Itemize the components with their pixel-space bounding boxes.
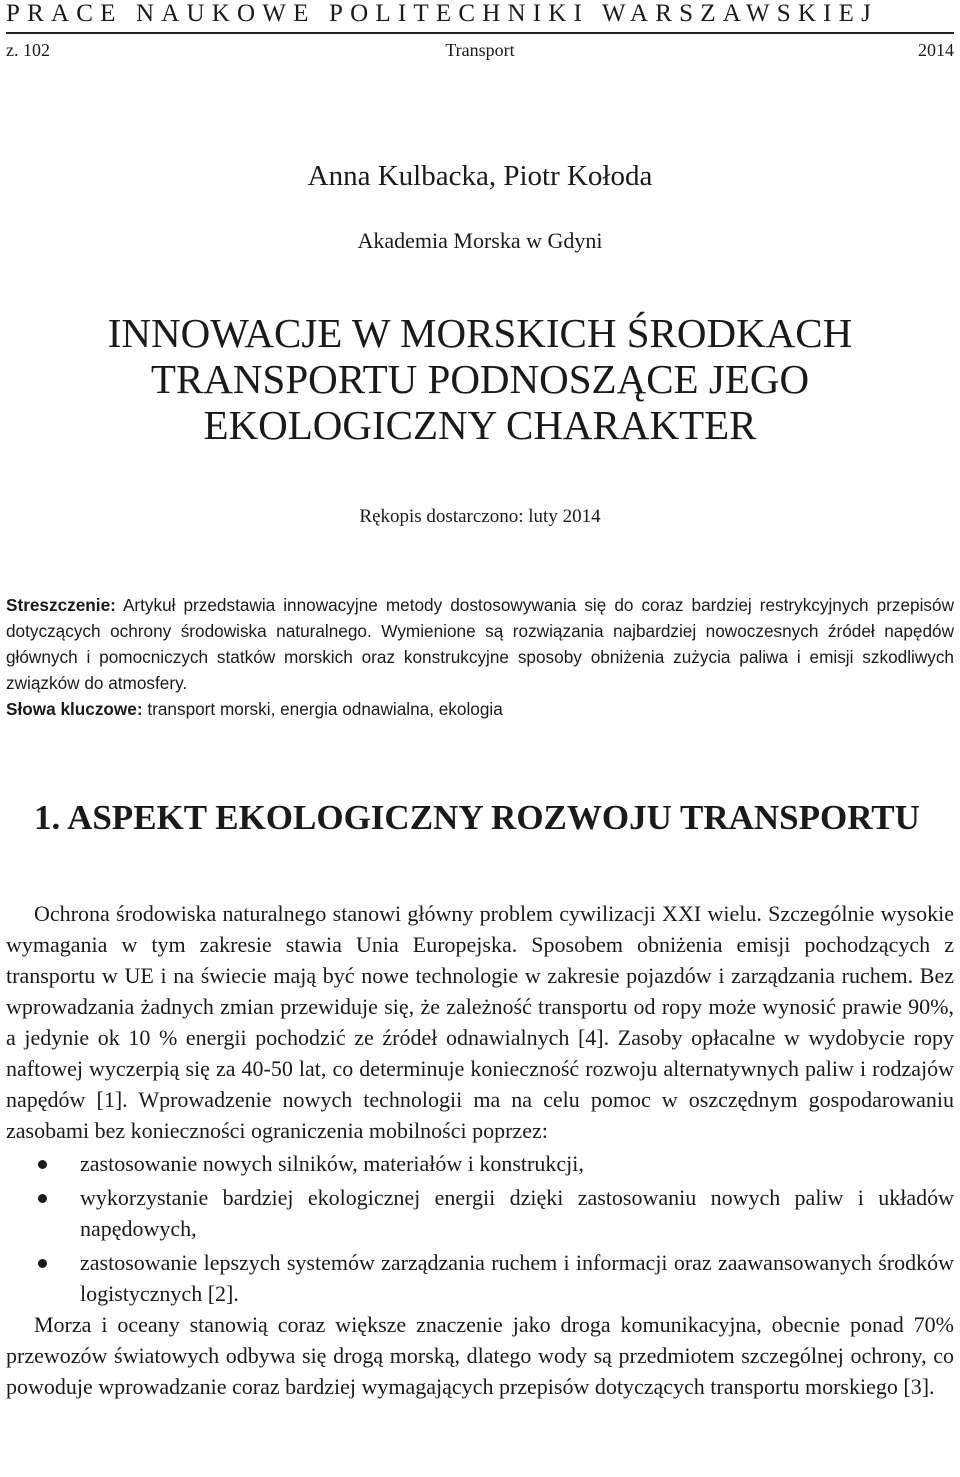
keywords-text: transport morski, energia odnawialna, ekologia — [147, 699, 503, 719]
bullet-icon — [38, 1160, 47, 1169]
series-name: Transport — [445, 40, 515, 60]
abstract-label: Streszczenie: — [6, 595, 116, 615]
issue-line — [6, 34, 954, 64]
list-item-text: zastosowanie lepszych systemów zarządzania ruchem i informacji oraz zaawansowanych środków logistycznych [2]. — [80, 1250, 954, 1306]
title-line: TRANSPORTU PODNOSZĄCE JEGO — [150, 356, 810, 402]
abstract — [6, 592, 954, 722]
authors: Anna Kulbacka, Piotr Kołoda — [307, 160, 653, 192]
body-paragraph: Ochrona środowiska naturalnego stanowi główny problem cywilizacji XXI wielu. Szczególnie wysokie wymagania w tym zakresie stawia Unia Europejska. Sposobem obniżenia emisji pochodzących z transportu w UE i na świecie mają być nowe technologie w zakresie pojazdów i zarządzania ruchem. Bez wprowadzania żadnych zmian przewiduje się, że zależność transportu od ropy może wynosić prawie 90%, a jedynie ok 10 % energii pochodzić ze źródeł odnawialnych [4]. Zasoby opłacalne w wydobycie ropy naftowej wyczerpią się za 40-50 lat, co determinuje konieczność rozwoju alternatywnych paliw i rodzajów napędów [1]. Wprowadzenie nowych technologii ma na celu pomoc w oszczędnym gospodarowaniu zasobami bez konieczności ograniczenia mobilności poprzez: — [6, 901, 954, 1143]
issue-year: 2014 — [918, 40, 954, 60]
list-item-text: wykorzystanie bardziej ekologicznej energii dzięki zastosowaniu nowych paliw i układów napędowych, — [80, 1185, 954, 1241]
title-line: INNOWACJE W MORSKICH ŚRODKACH — [107, 310, 853, 356]
bullet-icon — [38, 1194, 47, 1203]
body-paragraph: Morza i oceany stanowią coraz większe znaczenie jako droga komunikacyjna, obecnie ponad 70% przewozów światowych odbywa się drogą morską, dlatego wody są przedmiotem szczególnej ochrony, co powoduje wprowadzanie coraz bardziej wymagających przepisów dotyczących transportu morskiego [3]. — [6, 1312, 954, 1399]
issue-number: z. 102 — [6, 40, 50, 60]
received-date: Rękopis dostarczono: luty 2014 — [359, 506, 601, 527]
list-item-text: zastosowanie nowych silników, materiałów i konstrukcji, — [80, 1151, 584, 1176]
article-title — [0, 310, 960, 448]
journal-name: PRACE NAUKOWE POLITECHNIKI WARSZAWSKIEJ — [6, 0, 879, 27]
journal-header — [6, 0, 954, 64]
list-item — [6, 1182, 954, 1244]
title-line: EKOLOGICZNY CHARAKTER — [203, 402, 757, 448]
abstract-text: Artykuł przedstawia innowacyjne metody dostosowywania się do coraz bardziej restrykcyjnych przepisów dotyczących ochrony środowiska naturalnego. Wymienione są rozwiązania najbardziej nowoczesnych źródeł napędów głównych i pomocniczych statków morskich oraz konstrukcyjne sposoby obniżenia zużycia paliwa i emisji szkodliwych związków do atmosfery. — [6, 595, 954, 693]
list-item — [6, 1247, 954, 1309]
section-body — [6, 898, 954, 1402]
list-item — [6, 1148, 954, 1179]
abstract-paragraph — [6, 592, 954, 696]
section-heading: 1. ASPEKT EKOLOGICZNY ROZWOJU TRANSPORTU — [34, 798, 920, 837]
bullet-list — [6, 1148, 954, 1309]
keywords — [6, 696, 954, 722]
bullet-icon — [38, 1259, 47, 1268]
keywords-label: Słowa kluczowe: — [6, 699, 143, 719]
affiliation: Akademia Morska w Gdyni — [357, 228, 603, 253]
